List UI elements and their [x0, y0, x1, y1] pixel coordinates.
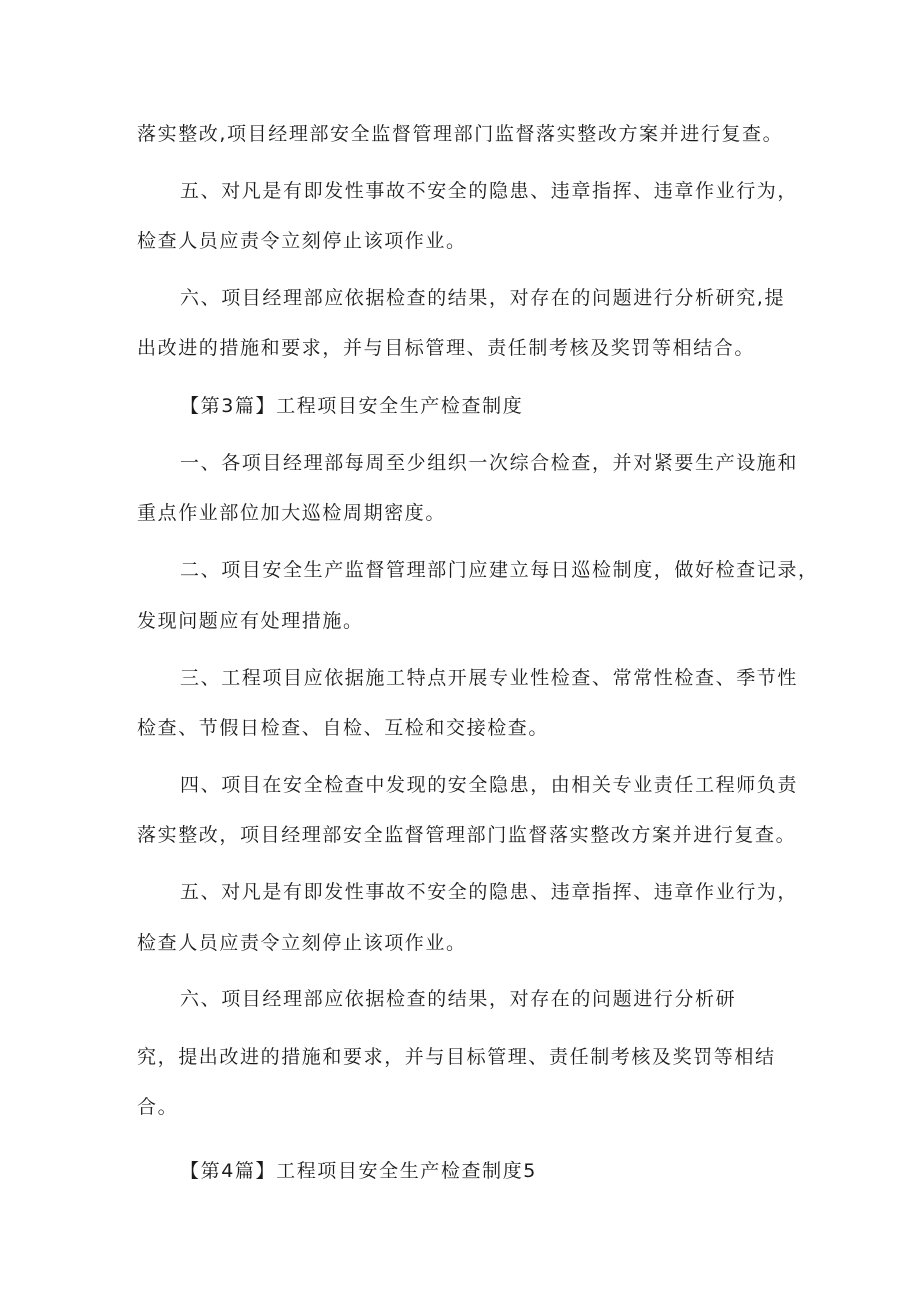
paragraph-line: 落实整改，项目经理部安全监督管理部门监督落实整改方案并进行复查。: [137, 824, 797, 846]
paragraph-line: 一、各项目经理部每周至少组织一次综合检查，并对紧要生产设施和: [180, 452, 799, 474]
paragraph-line: 出改进的措施和要求，并与目标管理、责任制考核及奖罚等相结合。: [137, 337, 756, 359]
paragraph-line: 重点作业部位加大巡检周期密度。: [137, 502, 447, 524]
paragraph-line: 合。: [137, 1096, 179, 1118]
paragraph-line: 六、项目经理部应依据检查的结果，对存在的问题进行分析研: [180, 988, 737, 1010]
paragraph-line: 检查人员应责令立刻停止该项作业。: [137, 932, 467, 954]
paragraph-line: 二、项目安全生产监督管理部门应建立每日巡检制度，做好检查记录，: [180, 559, 819, 581]
paragraph-line: 究，提出改进的措施和要求，并与目标管理、责任制考核及奖罚等相结: [137, 1046, 776, 1068]
section-heading: 【第3篇】工程项目安全生产检查制度: [180, 395, 524, 417]
paragraph-line: 五、对凡是有即发性事故不安全的隐患、违章指挥、违章作业行为，: [180, 881, 799, 903]
paragraph-line: 六、项目经理部应依据检查的结果，对存在的问题进行分析研究,提: [180, 287, 786, 309]
paragraph-line: 检查人员应责令立刻停止该项作业。: [137, 230, 467, 252]
paragraph-line: 五、对凡是有即发性事故不安全的隐患、违章指挥、违章作业行为，: [180, 180, 799, 202]
paragraph-line: 发现问题应有处理措施。: [137, 610, 364, 632]
section-heading: 【第4篇】工程项目安全生产检查制度5: [180, 1160, 537, 1182]
paragraph-line: 三、工程项目应依据施工特点开展专业性检查、常常性检查、季节性: [180, 667, 799, 689]
paragraph-line: 落实整改,项目经理部安全监督管理部门监督落实整改方案并进行复查。: [137, 123, 784, 145]
paragraph-line: 四、项目在安全检查中发现的安全隐患，由相关专业责任工程师负责: [180, 774, 799, 796]
paragraph-line: 检查、节假日检查、自检、互检和交接检查。: [137, 717, 550, 739]
